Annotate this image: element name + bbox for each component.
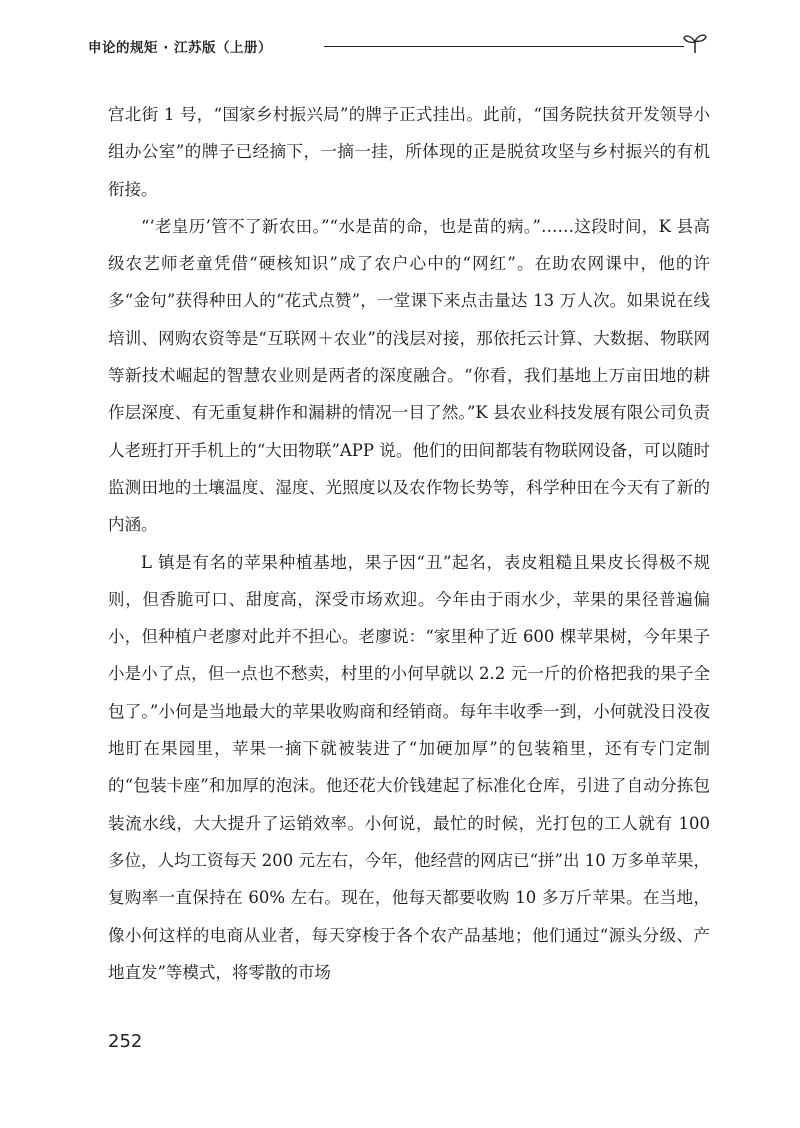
sprout-icon xyxy=(682,32,708,54)
paragraph: “‘老皇历’管不了新农田。”“水是苗的命，也是苗的病。”……这段时间，K 县高级农艺师老童凭借“硬核知识”成了农户心中的“网红”。在助农网课中，他的许多“金句”获得种田人的“花式点赞”，一堂课下来点击量达 13 万人次。如果说在线培训、网购农资等是“互联网＋农业”的浅层对接，那依托云计算、大数据、物联网等新技术崛起的智慧农业则是两者的深度融合。“你看，我们基地上万亩田地的耕作层深度、有无重复耕作和漏耕的情况一目了然。”K 县农业科技发展有限公司负责人老班打开手机上的“大田物联”APP 说。他们的田间都装有物联网设备，可以随时监测田地的土壤温度、湿度、光照度以及农作物长势等，科学种田在今天有了新的内涵。 xyxy=(108,216,710,535)
paragraph: 宫北街 1 号，“国家乡村振兴局”的牌子正式挂出。此前，“国务院扶贫开发领导小组办公室”的牌子已经摘下，一摘一挂，所体现的正是脱贫攻坚与乡村振兴的有机衔接。 xyxy=(108,105,710,199)
page-number: 252 xyxy=(108,1031,143,1052)
body-text xyxy=(108,96,710,991)
header-rule xyxy=(324,46,684,47)
book-title: 申论的规矩 · 江苏版（上册） xyxy=(88,40,273,56)
running-header xyxy=(88,32,720,58)
paragraph: L 镇是有名的苹果种植基地，果子因“丑”起名，表皮粗糙且果皮长得极不规则，但香脆可口、甜度高，深受市场欢迎。今年由于雨水少，苹果的果径普遍偏小，但种植户老廖对此并不担心。老廖说：“家里种了近 600 棵苹果树，今年果子小是小了点，但一点也不愁卖，村里的小何早就以 2.2 元一斤的价格把我的果子全包了。”小何是当地最大的苹果收购商和经销商。每年丰收季一到，小何就没日没夜地盯在果园里，苹果一摘下就被装进了“加硬加厚”的包装箱里，还有专门定制的“包装卡座”和加厚的泡沫。他还花大价钱建起了标准化仓库，引进了自动分拣包装流水线，大大提升了运销效率。小何说，最忙的时候，光打包的工人就有 100 多位，人均工资每天 200 元左右，今年，他经营的网店已“拼”出 10 万多单苹果，复购率一直保持在 60% 左右。现在，他每天都要收购 10 多万斤苹果。在当地，像小何这样的电商从业者，每天穿梭于各个农产品基地；他们通过“源头分级、产地直发”等模式，将零散的市场 xyxy=(108,552,710,982)
